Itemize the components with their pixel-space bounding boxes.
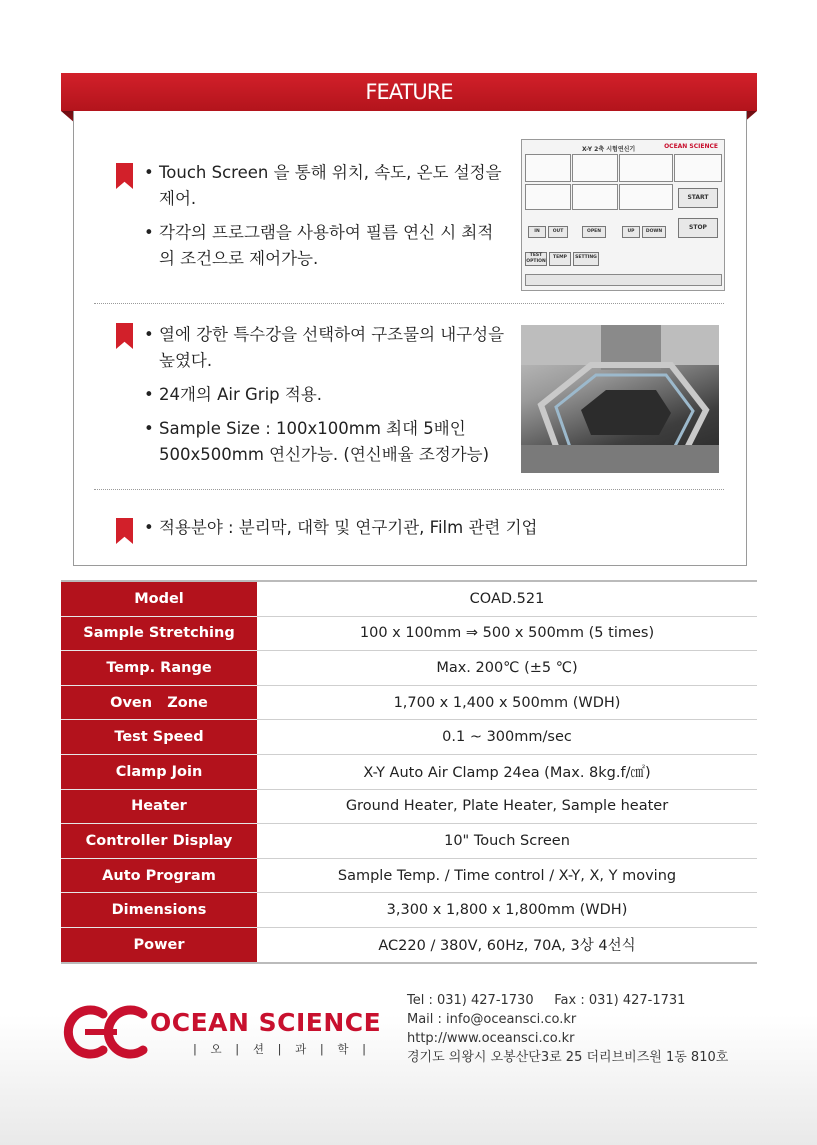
company-name: OCEAN SCIENCE — [150, 1008, 382, 1037]
list-item: • Sample Size : 100x100mm 최대 5배인 500x500mm 연신가능. (연신배율 조정가능) — [144, 416, 504, 468]
spec-value: AC220 / 380V, 60Hz, 70A, 3상 4선식 — [257, 927, 757, 962]
panel-up-button: UP — [622, 226, 640, 238]
spec-label: Dimensions — [61, 893, 257, 928]
spec-label: Test Speed — [61, 720, 257, 755]
address: 경기도 의왕시 오봉산단3로 25 더리브비즈원 1동 810호 — [407, 1050, 729, 1065]
tel-fax: Tel : 031) 427-1730 Fax : 031) 427-1731 — [407, 993, 686, 1008]
spec-label: Oven Zone — [61, 685, 257, 720]
spec-table-body — [61, 581, 757, 963]
touch-screen-image — [521, 139, 725, 291]
panel-logo: OCEAN SCIENCE — [664, 143, 718, 150]
panel-readout — [572, 154, 618, 182]
panel-down-button: DOWN — [642, 226, 666, 238]
panel-test-option-button: TEST OPTION — [526, 253, 546, 264]
table-row — [61, 789, 757, 824]
stretcher-photo — [521, 325, 719, 473]
divider — [94, 489, 724, 490]
table-row — [61, 616, 757, 651]
panel-footer-bar — [525, 274, 722, 286]
divider — [94, 303, 724, 304]
spec-label: Model — [61, 581, 257, 616]
feature-title: FEATURE — [365, 80, 453, 104]
spec-value: Ground Heater, Plate Heater, Sample heater — [257, 789, 757, 824]
panel-readout — [525, 184, 571, 210]
contact-info — [407, 991, 728, 1067]
table-row — [61, 927, 757, 962]
table-row — [61, 720, 757, 755]
spec-value: 1,700 x 1,400 x 500mm (WDH) — [257, 685, 757, 720]
panel-setting-button: SETTING — [573, 252, 599, 266]
list-item: • 각각의 프로그램을 사용하여 필름 연신 시 최적의 조건으로 제어가능. — [144, 220, 504, 272]
spec-label: Heater — [61, 789, 257, 824]
table-row — [61, 893, 757, 928]
ocean-science-logo-icon — [55, 1002, 150, 1062]
panel-start-button: START — [678, 188, 718, 208]
spec-table — [61, 580, 757, 964]
panel-in-button: IN — [528, 226, 546, 238]
panel-out-button: OUT — [548, 226, 568, 238]
website: http://www.oceansci.co.kr — [407, 1031, 575, 1046]
spec-label: Temp. Range — [61, 651, 257, 686]
spec-value: 0.1 ~ 300mm/sec — [257, 720, 757, 755]
spec-value: X-Y Auto Air Clamp 24ea (Max. 8kg.f/㎠) — [257, 754, 757, 789]
table-row — [61, 581, 757, 616]
spec-value: 3,300 x 1,800 x 1,800mm (WDH) — [257, 893, 757, 928]
email: Mail : info@oceansci.co.kr — [407, 1012, 577, 1027]
table-row — [61, 754, 757, 789]
panel-title: X-Y 2축 시험연신기 — [582, 146, 636, 153]
list-item: • 24개의 Air Grip 적용. — [144, 382, 504, 408]
panel-readout — [619, 184, 673, 210]
spec-label: Power — [61, 927, 257, 962]
panel-readout — [674, 154, 722, 182]
feature-list-2 — [144, 322, 504, 476]
bookmark-icon — [116, 163, 133, 189]
list-item: • 열에 강한 특수강을 선택하여 구조물의 내구성을 높였다. — [144, 322, 504, 374]
panel-open-button: OPEN — [582, 226, 606, 238]
company-name-korean: | 오 | 션 | 과 | 학 | — [193, 1042, 372, 1056]
spec-value: Max. 200℃ (±5 ℃) — [257, 651, 757, 686]
spec-label: Auto Program — [61, 858, 257, 893]
spec-label: Controller Display — [61, 824, 257, 859]
panel-readout — [525, 154, 571, 182]
feature-list-1 — [144, 160, 504, 280]
bookmark-icon — [116, 518, 133, 544]
feature-list-3 — [144, 515, 704, 549]
list-item: • 적용분야 : 분리막, 대학 및 연구기관, Film 관련 기업 — [144, 515, 704, 541]
table-row — [61, 651, 757, 686]
panel-temp-button: TEMP — [549, 252, 571, 266]
spec-value: Sample Temp. / Time control / X-Y, X, Y moving — [257, 858, 757, 893]
spec-value: 100 x 100mm ⇒ 500 x 500mm (5 times) — [257, 616, 757, 651]
bookmark-icon — [116, 323, 133, 349]
panel-readout — [619, 154, 673, 182]
spec-value: 10" Touch Screen — [257, 824, 757, 859]
spec-label: Sample Stretching — [61, 616, 257, 651]
table-row — [61, 824, 757, 859]
table-row — [61, 858, 757, 893]
spec-value: COAD.521 — [257, 581, 757, 616]
panel-stop-button: STOP — [678, 218, 718, 238]
list-item: • Touch Screen 을 통해 위치, 속도, 온도 설정을 제어. — [144, 160, 504, 212]
spec-label: Clamp Join — [61, 754, 257, 789]
feature-box — [73, 111, 747, 566]
panel-readout — [572, 184, 618, 210]
feature-banner — [61, 73, 757, 111]
table-row — [61, 685, 757, 720]
